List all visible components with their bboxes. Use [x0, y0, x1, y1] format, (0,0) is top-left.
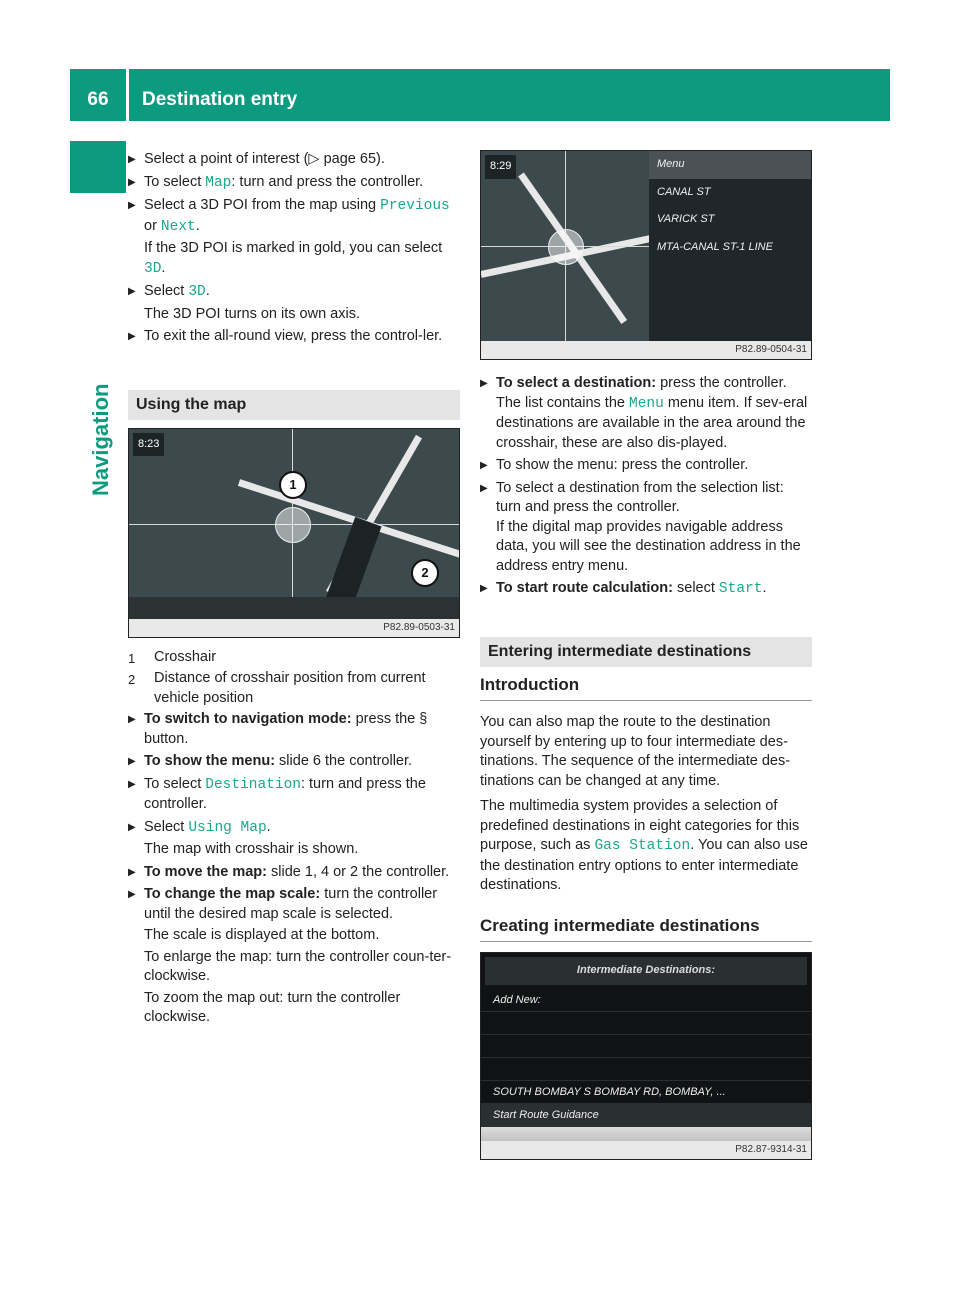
intermediate-destinations-screenshot [480, 952, 812, 1160]
step-text: . [205, 283, 210, 299]
step-text: slide 6 the controller. [275, 753, 413, 769]
section-heading-using-map: Using the map [128, 390, 460, 420]
right-column [480, 150, 812, 1160]
menu-term: 3D [188, 284, 206, 300]
step-note: The scale is displayed at the bottom. [144, 927, 380, 943]
step-text: To select [144, 775, 206, 792]
step-text: To show the menu: press the controller. [496, 457, 749, 473]
step-label: To select a destination: [496, 375, 657, 391]
paragraph: You can also map the route to the destination yourself by entering up to four intermediate des-tinations. The sequence of the intermediate des-tinations can be changed at any time. [480, 714, 791, 789]
add-new-row[interactable]: Add New: [481, 989, 811, 1012]
step-select-map [128, 173, 460, 194]
legend-text: Distance of crosshair position from current vehicle position [154, 670, 426, 706]
step-select-from-list [480, 479, 812, 577]
step-note: The 3D POI turns on its own axis. [144, 305, 360, 322]
step-text: : turn and press the controller. [231, 173, 424, 190]
step-text: turn the controller until the desired map scale is selected. [144, 886, 438, 922]
step-text: To select a destination from the selection list: turn and press the controller. [496, 479, 784, 515]
step-text: press the controller. [656, 375, 787, 391]
step-label: To move the map: [144, 863, 267, 880]
step-text: If the 3D POI is marked in gold, you can select [144, 240, 443, 256]
step-text: . [762, 580, 767, 596]
legend-item [128, 669, 460, 708]
step-text: . [195, 217, 200, 234]
step-text: menu item. If sev-eral destinations are available in the area around the crosshair, these are also dis-played. [496, 394, 808, 451]
menu-term: Using Map [188, 819, 267, 836]
image-reference: P82.89-0504-31 [481, 341, 811, 359]
legend-item [128, 648, 460, 668]
menu-term: Next [160, 218, 196, 235]
menu-term: 3D [144, 260, 162, 277]
menu-item[interactable]: VARICK ST [657, 213, 715, 225]
paragraph-text: . You can also use the destination entry options to enter intermediate destinations. [480, 837, 808, 893]
legend-number: 1 [128, 650, 136, 666]
clock: 8:29 [485, 155, 516, 179]
step-text: . [161, 259, 166, 276]
legend-number: 2 [128, 672, 136, 687]
menu-term: Start [718, 581, 763, 597]
menu-term: Gas Station [594, 838, 691, 854]
step-start-route [480, 579, 812, 600]
step-change-scale [128, 885, 460, 1028]
step-select-3d-poi [128, 196, 460, 279]
image-reference: P82.87-9314-31 [481, 1141, 811, 1159]
step-select-destination [128, 775, 460, 815]
side-tab [70, 141, 126, 193]
step-text: : turn and press the controller. [144, 775, 426, 812]
step-text: Select [144, 818, 189, 835]
callout-marker-2: 2 [411, 559, 439, 587]
crosshair-icon [548, 229, 584, 265]
step-label: To show the menu: [144, 753, 276, 769]
step-text: . [266, 818, 271, 835]
step-label: To start route calculation: [496, 580, 673, 596]
step-label: To switch to navigation mode: [144, 711, 352, 727]
empty-slot[interactable] [481, 1058, 811, 1081]
step-select-poi [128, 150, 460, 170]
step-text: To select [144, 173, 206, 190]
step-text: select [672, 580, 719, 596]
clock: 8:23 [133, 433, 164, 457]
step-note: To zoom the map out: turn the controller clockwise. [144, 989, 401, 1025]
step-text: slide 1, 4 or 2 the controller. [267, 863, 450, 880]
step-text: Select a point of interest (▷ page 65). [144, 151, 385, 167]
header-divider [126, 69, 129, 121]
legend-text: Crosshair [154, 648, 217, 665]
step-select-destination [480, 374, 812, 453]
step-note [144, 239, 460, 279]
step-text: press the § button. [144, 711, 428, 747]
menu-term: Destination [205, 776, 301, 793]
step-text: The list contains the [496, 394, 629, 411]
subheading-creating: Creating intermediate destinations [480, 916, 812, 943]
step-note [496, 394, 812, 454]
section-side-label: Navigation [88, 383, 113, 496]
menu-term: Map [205, 174, 232, 191]
step-note: The map with crosshair is shown. [144, 841, 359, 857]
step-switch-nav-mode [128, 710, 460, 749]
step-note: If the digital map provides navigable address data, you will see the destination address in the address entry menu. [496, 518, 801, 574]
step-text: To exit the all-round view, press the control-ler. [144, 328, 443, 344]
page-title: Destination entry [142, 89, 298, 110]
step-text: Select a 3D POI from the map using [144, 197, 381, 213]
image-reference: P82.89-0503-31 [129, 619, 459, 637]
step-show-menu [480, 456, 812, 476]
empty-slot[interactable] [481, 1035, 811, 1058]
paragraph-text: The multimedia system provides a selection of predefined destinations in eight categories for this purpose, such as [480, 798, 800, 853]
menu-item[interactable]: MTA-CANAL ST-1 LINE [657, 240, 773, 253]
step-show-menu [128, 752, 460, 772]
callout-marker-1: 1 [279, 471, 307, 499]
map-screenshot [128, 428, 460, 638]
subheading-introduction: Introduction [480, 675, 812, 702]
left-column [128, 150, 460, 1031]
screen-title: Intermediate Destinations: [485, 957, 807, 985]
page-number: 66 [87, 89, 109, 110]
step-note: To enlarge the map: turn the controller coun-ter-clockwise. [144, 948, 452, 984]
step-text: Select [144, 283, 189, 299]
map-status-bar [129, 597, 459, 619]
empty-slot[interactable] [481, 1012, 811, 1035]
start-route-guidance[interactable]: Start Route Guidance [481, 1104, 811, 1127]
paragraph [480, 797, 812, 896]
crosshair-icon [275, 507, 311, 543]
menu-item[interactable]: Menu [649, 151, 811, 179]
page-header [70, 69, 890, 121]
menu-item[interactable]: CANAL ST [657, 185, 711, 198]
step-move-map [128, 863, 460, 883]
step-select-using-map [128, 818, 460, 860]
step-text: or [144, 217, 161, 234]
map-menu-screenshot [480, 150, 812, 360]
step-exit-view [128, 327, 460, 347]
section-heading-intermediate: Entering intermediate destinations [480, 637, 812, 667]
destination-menu [649, 151, 811, 341]
menu-term: Menu [629, 395, 664, 412]
step-select-3d [128, 282, 460, 324]
destination-row[interactable]: SOUTH BOMBAY S BOMBAY RD, BOMBAY, ... [481, 1081, 811, 1104]
menu-term: Previous [380, 198, 450, 214]
step-label: To change the map scale: [144, 886, 321, 902]
